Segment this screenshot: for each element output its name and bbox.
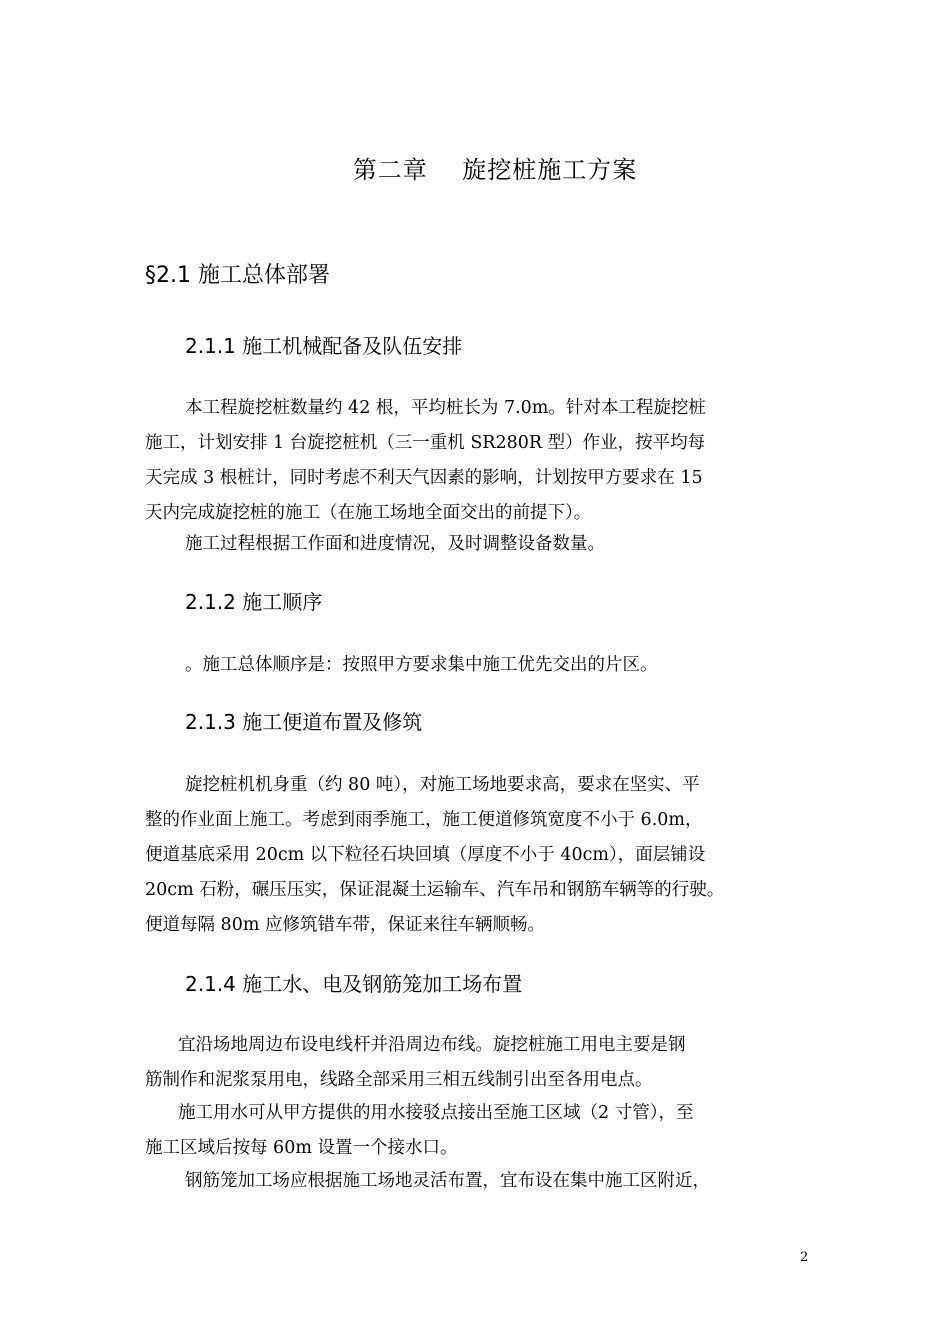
paragraph bbox=[145, 648, 815, 683]
paragraph-line: 筋制作和泥浆泵用电，线路全部采用三相五线制引出至各用电点。 bbox=[145, 1070, 653, 1090]
paragraph bbox=[145, 1096, 815, 1166]
subsection-heading-2-1-3: 2.1.3 施工便道布置及修筑 bbox=[185, 710, 423, 734]
paragraph-line: 天完成 3 根桩计，同时考虑不利天气因素的影响，计划按甲方要求在 15 bbox=[145, 468, 703, 488]
paragraph-line: 旋挖桩机机身重（约 80 吨），对施工场地要求高，要求在坚实、平 bbox=[185, 775, 700, 795]
paragraph-line: 施工区域后按每 60m 设置一个接水口。 bbox=[145, 1138, 458, 1158]
page-number: 2 bbox=[800, 1250, 809, 1265]
paragraph-line: 天内完成旋挖桩的施工（在施工场地全面交出的前提下）。 bbox=[145, 503, 592, 523]
paragraph-line: 20cm 石粉，碾压压实，保证混凝土运输车、汽车吊和钢筋车辆等的行驶。 bbox=[145, 880, 725, 900]
subsection-heading-2-1-2: 2.1.2 施工顺序 bbox=[185, 590, 323, 614]
paragraph-line: 便道基底采用 20cm 以下粒径石块回填（厚度不小于 40cm），面层铺设 bbox=[145, 845, 706, 865]
paragraph-line: 本工程旋挖桩数量约 42 根，平均桩长为 7.0m。针对本工程旋挖桩 bbox=[185, 398, 706, 418]
subsection-heading-2-1-4: 2.1.4 施工水、电及钢筋笼加工场布置 bbox=[185, 972, 523, 996]
subsection-heading-2-1-1: 2.1.1 施工机械配备及队伍安排 bbox=[185, 334, 463, 358]
paragraph-line: 钢筋笼加工场应根据施工场地灵活布置，宜布设在集中施工区附近， bbox=[185, 1171, 710, 1191]
paragraph bbox=[145, 1164, 815, 1199]
paragraph-line: 整的作业面上施工。考虑到雨季施工，施工便道修筑宽度不小于 6.0m， bbox=[145, 810, 703, 830]
paragraph-line: 。施工总体顺序是：按照甲方要求集中施工优先交出的片区。 bbox=[185, 655, 658, 675]
chapter-title: 第二章 旋挖桩施工方案 bbox=[352, 156, 638, 184]
section-heading: §2.1 施工总体部署 bbox=[145, 263, 330, 288]
paragraph-line: 宜沿场地周边布设电线杆并沿周边布线。旋挖桩施工用电主要是钢 bbox=[178, 1035, 686, 1055]
paragraph-line: 施工，计划安排 1 台旋挖桩机（三一重机 SR280R 型）作业，按平均每 bbox=[145, 433, 706, 453]
paragraph-line: 便道每隔 80m 应修筑错车带，保证来往车辆顺畅。 bbox=[145, 915, 545, 935]
paragraph bbox=[145, 1028, 815, 1098]
paragraph bbox=[145, 768, 815, 943]
paragraph bbox=[145, 391, 815, 531]
paragraph-line: 施工用水可从甲方提供的用水接驳点接出至施工区域（2 寸管），至 bbox=[178, 1103, 694, 1123]
paragraph-line: 施工过程根据工作面和进度情况，及时调整设备数量。 bbox=[185, 534, 605, 554]
paragraph bbox=[145, 527, 815, 562]
